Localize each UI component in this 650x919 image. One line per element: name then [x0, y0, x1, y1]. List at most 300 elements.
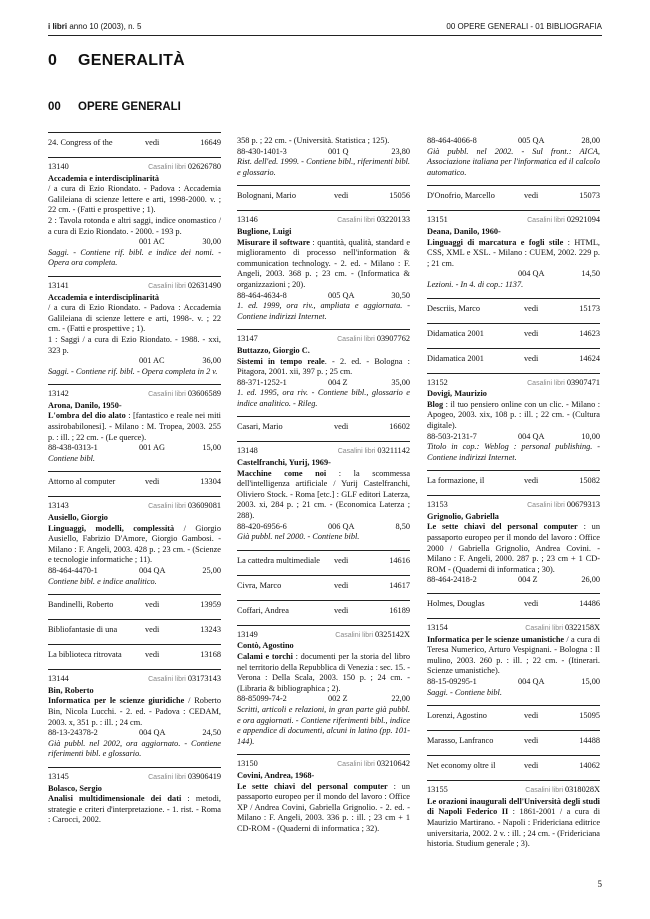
cross-reference [237, 600, 410, 625]
xref-vedi: vedi [334, 580, 349, 590]
xref-name: Attorno al computer [48, 477, 116, 487]
entry-author: Accademia e interdisciplinarità [48, 292, 160, 302]
cross-reference [427, 705, 600, 730]
entry-description [427, 635, 600, 677]
entry-author: Contò, Agostino [237, 641, 294, 651]
entry-number: 13140 [48, 162, 69, 171]
cross-reference [237, 185, 410, 210]
casalini-label: Casalini libri [527, 217, 565, 225]
cross-reference [48, 619, 221, 644]
casalini-id [148, 772, 221, 784]
isbn-line [48, 566, 221, 577]
xref-vedi: vedi [524, 599, 539, 609]
cross-reference [237, 416, 410, 441]
catalog-entry [427, 373, 600, 471]
casalini-code: 02626780 [187, 162, 221, 171]
entry-id-line [48, 162, 221, 174]
casalini-id [148, 281, 221, 293]
entry-details: : HTML, CSS, XML e XSL. - Milano : CUEM, 2002. 229 p. ; 21 cm. [427, 237, 600, 268]
casalini-code: 03173143 [187, 674, 221, 684]
entry-author: Buttazzo, Giorgio C. [237, 345, 310, 355]
xref-number: 13168 [200, 650, 221, 660]
xref-vedi: vedi [524, 328, 539, 338]
xref-name: Net economy oltre il [427, 761, 496, 771]
price: 30,50 [391, 290, 410, 300]
entry-description [48, 794, 221, 826]
entry-details: / Giorgio Ausiello, Fabrizio D'Amore, Giorgio Gambosi. - Milano : F. Angeli, 2003. 428 p. ; 23 cm. - (Scienze e tecnologie informatiche ; 11). [48, 523, 221, 565]
cross-reference [427, 593, 600, 618]
column-3 [427, 132, 600, 857]
casalini-label: Casalini libri [148, 282, 186, 290]
entry-author: Deana, Danilo, 1960- [427, 226, 501, 236]
isbn-line [237, 147, 410, 158]
entry-number: 13155 [427, 785, 448, 795]
casalini-id [525, 785, 600, 797]
catalog-entry [237, 625, 410, 755]
cross-reference [237, 575, 410, 600]
classification: 002 Z [328, 694, 348, 704]
entry-id-line [427, 623, 600, 635]
xref-vedi: vedi [334, 605, 349, 615]
xref-number: 15173 [579, 303, 600, 313]
isbn [427, 269, 518, 280]
isbn: 88-464-4470-1 [48, 566, 98, 575]
xref-vedi: vedi [145, 600, 160, 610]
page-number: 5 [597, 879, 602, 889]
casalini-code: 03220133 [376, 215, 410, 225]
casalini-id [335, 630, 410, 642]
entry-author: Covini, Andrea, 1968- [237, 770, 315, 780]
catalog-entry [48, 384, 221, 471]
entry-title: Le orazioni inaugurali dell'Università degli studi di Napoli Federico II [427, 796, 600, 817]
catalog-entry [237, 754, 410, 841]
classification: 006 QA [328, 521, 355, 531]
casalini-label: Casalini libri [525, 787, 564, 795]
catalog-entry [427, 495, 600, 593]
entry-details: : 1861-2001 / a cura di Maurizio Martirano. - Napoli : Fridericiana editrice universitaria, 2002. 2 v. : ill. ; 24 cm. - (Fridericiana historia. Studium generale ; 3). [427, 807, 601, 849]
xref-number: 14488 [579, 736, 600, 746]
xref-number: 15082 [579, 476, 600, 486]
entry-author: Grignolio, Gabriella [427, 511, 499, 521]
classification: 004 Z [328, 377, 348, 387]
entry-title: Misurare il software [237, 237, 310, 247]
price: 24,50 [202, 728, 221, 738]
entry-description [237, 782, 410, 835]
entry-title: Informatica per le scienze umanistiche [427, 634, 565, 644]
xref-number: 15073 [579, 191, 600, 201]
xref-name: Marasso, Lanfranco [427, 736, 494, 746]
cross-reference [427, 755, 600, 780]
journal-issue: anno 10 (2003), n. 5 [69, 22, 142, 31]
xref-vedi: vedi [145, 650, 160, 660]
entry-description [48, 411, 221, 443]
isbn: 88-503-2131-7 [427, 431, 477, 441]
entry-id-line [48, 772, 221, 784]
isbn-line [48, 356, 221, 367]
casalini-id [337, 334, 410, 346]
xref-vedi: vedi [334, 555, 349, 565]
entry-title: Blog [427, 399, 444, 409]
entry-title: Informatica per le scienze giuridiche [48, 696, 185, 706]
entry-note: 1. ed. 1995, ora riv. - Contiene bibl., glossario e indice analitico. - Rileg. [237, 388, 410, 408]
entry-note: Già pubbl. nel 2000. - Contiene bibl. [237, 532, 360, 542]
xref-vedi: vedi [334, 191, 349, 201]
casalini-id [148, 501, 221, 513]
entry-author: Ausiello, Giorgio [48, 513, 108, 523]
entry-title: Le sette chiavi del personal computer [237, 781, 388, 791]
cross-reference [427, 470, 600, 495]
entry-description [48, 303, 221, 335]
casalini-id [338, 446, 410, 458]
entry-id-line [237, 334, 410, 346]
casalini-label: Casalini libri [337, 217, 375, 225]
xref-name: La cattedra multimediale [237, 555, 320, 565]
xref-name: Descriis, Marco [427, 303, 480, 313]
header-rule [48, 35, 602, 36]
section-title [48, 52, 185, 70]
classification: 001 AC [139, 237, 165, 247]
entry-details: . - 2. ed. - Bologna : Pitagora, 2001. xii, 397 p. ; 25 cm. [237, 356, 410, 377]
entry-title: Calami e torchi [237, 652, 293, 661]
column-2 [237, 132, 410, 842]
entry-continuation [237, 132, 410, 185]
entry-number: 13150 [237, 759, 258, 769]
casalini-code: 02631490 [187, 280, 221, 290]
classification: 004 QA [139, 566, 166, 575]
casalini-code: 03606589 [187, 389, 221, 399]
price: 26,00 [581, 575, 600, 585]
subsection-label: OPERE GENERALI [78, 101, 181, 113]
isbn: 88-464-2418-2 [427, 575, 477, 585]
xref-name: D'Onofrio, Marcello [427, 191, 495, 201]
entry-description [237, 238, 410, 291]
entry-number: 13153 [427, 500, 448, 510]
cross-reference [427, 298, 600, 323]
classification: 001 Q [328, 146, 349, 156]
entry-volume: 1 : Saggi / a cura di Ezio Riondato. - 1988. - xxi, 323 p. [48, 334, 221, 355]
section-label: GENERALITÀ [78, 52, 185, 69]
price: 15,00 [202, 443, 221, 453]
entry-id-line [237, 215, 410, 227]
running-header-right: 00 OPERE GENERALI - 01 BIBLIOGRAFIA [446, 22, 602, 31]
entry-author: Arona, Danilo, 1950- [48, 400, 122, 410]
entry-author: Bin, Roberto [48, 685, 94, 695]
xref-vedi: vedi [145, 138, 160, 147]
entry-id-line [427, 378, 600, 390]
casalini-code: 03211142 [377, 446, 410, 456]
casalini-code: 03907762 [376, 334, 410, 344]
casalini-code: 03210642 [376, 759, 410, 769]
entry-author: Bolasco, Sergio [48, 783, 102, 793]
isbn: 88-371-1252-1 [237, 377, 287, 387]
subsection-title [48, 101, 181, 113]
entry-details: 358 p. ; 22 cm. - (Università. Statistica ; 125). [237, 136, 390, 145]
entry-title: L'ombra del dio alato [48, 411, 126, 421]
classification: 005 QA [518, 136, 545, 145]
entry-details: : quantità, qualità, standard e miglioramento di processo nell'information & communication technology. - 2. ed. - Milano : F. Angeli, 2003. 368 p. ; 23 cm. - (Informatica & organizzazioni ; 20). [237, 237, 411, 289]
isbn: 88-85099-74-2 [237, 694, 287, 704]
entry-details: : un passaporto europeo per il mondo del lavoro : Office 2000 / Gabriella Grignolio, Andrea Covini. - Milano : F. Angeli, 2000. 287 p. ; 23 cm + 1 CD-ROM - (Quaderni di informatica ; 30). [427, 522, 600, 574]
casalini-id [148, 162, 221, 174]
entry-id-line [237, 446, 410, 458]
price: 25,00 [202, 566, 221, 575]
xref-number: 15095 [579, 711, 600, 721]
isbn-line [237, 291, 410, 302]
xref-number: 15056 [389, 191, 410, 201]
xref-name: Bandinelli, Roberto [48, 600, 114, 610]
entry-details: : metodi, strategie e criteri d'interpretazione. - 1. rist. - Roma : Carocci, 2002. [48, 794, 221, 825]
entry-number: 13146 [237, 215, 258, 225]
entry-number: 13142 [48, 389, 69, 399]
classification: 004 Z [518, 575, 538, 585]
entry-id-line [48, 674, 221, 686]
entry-author: Dovigi, Maurizio [427, 389, 487, 399]
xref-vedi: vedi [145, 477, 160, 487]
price: 10,00 [581, 431, 600, 441]
isbn: 88-464-4634-8 [237, 290, 287, 300]
xref-name: Didamatica 2001 [427, 353, 484, 363]
entry-description [48, 696, 221, 728]
entry-title: Macchine come noi [237, 468, 327, 478]
xref-number: 13243 [200, 625, 221, 635]
classification: 004 QA [518, 269, 545, 279]
xref-name: Coffari, Andrea [237, 605, 289, 615]
xref-vedi: vedi [334, 422, 349, 432]
entry-description [427, 522, 600, 575]
xref-name: La formazione, il [427, 476, 485, 486]
casalini-id [527, 378, 600, 390]
classification: 004 QA [139, 728, 166, 738]
entry-description [237, 136, 410, 147]
entry-details: : un passaporto europeo per il mondo del lavoro : Office XP / Andrea Covini, Gabriella Grignolio. - 2. ed. - Milano : F. Angeli, 2003. 336 p. : ill. ; 23 cm + 1 CD-ROM - (Quaderni di informatica ; 32). [237, 781, 410, 833]
isbn-line [427, 575, 600, 586]
entry-number: 13145 [48, 771, 69, 781]
entry-number: 13154 [427, 623, 448, 633]
isbn [48, 237, 139, 248]
catalog-entry [427, 780, 600, 857]
classification: 005 QA [328, 290, 355, 300]
xref-number: 14062 [579, 761, 600, 771]
xref-number: 14616 [389, 555, 410, 565]
xref-name: Casari, Mario [237, 422, 283, 432]
isbn: 88-420-6956-6 [237, 521, 287, 531]
isbn-line [48, 237, 221, 248]
journal-name: i libri [48, 22, 68, 31]
entry-title: Sistemi in tempo reale [237, 356, 325, 366]
entry-title: Analisi multidimensionale dei dati [48, 794, 182, 804]
price: 23,80 [391, 146, 410, 156]
xref-number: 13304 [200, 477, 221, 487]
xref-vedi: vedi [524, 476, 539, 486]
price: 15,00 [581, 677, 600, 686]
classification: 001 AG [139, 443, 166, 453]
entry-author: Buglione, Luigi [237, 226, 292, 236]
price: 22,00 [391, 694, 410, 704]
price: 14,50 [581, 269, 600, 279]
entry-description [48, 184, 221, 216]
xref-number: 16189 [389, 605, 410, 615]
entry-note: Titolo in cop.: Weblog : personal publishing. - Contiene indirizzi Internet. [427, 442, 600, 462]
classification: 004 QA [518, 677, 545, 686]
entry-description [237, 652, 410, 694]
entry-id-line [48, 389, 221, 401]
xref-number: 14623 [579, 328, 600, 338]
casalini-label: Casalini libri [148, 391, 186, 399]
casalini-label: Casalini libri [337, 448, 376, 456]
casalini-label: Casalini libri [525, 625, 564, 633]
entry-author: Accademia e interdisciplinarità [48, 173, 160, 183]
isbn: 88-15-09295-1 [427, 677, 477, 686]
entry-volume: 2 : Tavola rotonda e altri saggi, indice onomastico / a cura di Ezio Riondato. - 2000. - 193 p. [48, 215, 221, 236]
entry-note: Saggi. - Contiene bibl. [427, 687, 502, 697]
isbn: 88-464-4066-8 [427, 136, 477, 145]
isbn-line [427, 432, 600, 443]
xref-vedi: vedi [524, 191, 539, 201]
casalini-id [527, 215, 600, 227]
isbn-line [237, 522, 410, 533]
entry-note: Scritti, articoli e relazioni, in gran parte già pubbl. e ora aggiornati. - Contiene riferimenti bibl., indice e appendice di documenti, alcuni in latino (pp. 101-144). [237, 704, 410, 746]
casalini-id [337, 215, 410, 227]
xref-vedi: vedi [524, 761, 539, 771]
casalini-label: Casalini libri [148, 676, 186, 684]
xref-name: 24. Congress of the [48, 138, 113, 147]
xref-number: 16649 [200, 138, 221, 147]
entry-number: 13152 [427, 377, 448, 387]
casalini-id [148, 389, 221, 401]
isbn-line [48, 728, 221, 739]
xref-vedi: vedi [524, 711, 539, 721]
entry-note: Contiene bibl. e indice analitico. [48, 576, 157, 586]
casalini-label: Casalini libri [337, 336, 375, 344]
entry-title: Le sette chiavi del personal computer [427, 522, 578, 532]
cross-reference [427, 185, 600, 210]
casalini-code: 02921094 [566, 215, 600, 225]
catalog-entry [48, 157, 221, 276]
xref-name: Lorenzi, Agostino [427, 711, 487, 721]
catalog-entry [48, 669, 221, 767]
entry-continuation [427, 132, 600, 185]
casalini-code: 0325142X [374, 629, 410, 639]
entry-number: 13149 [237, 629, 258, 639]
casalini-label: Casalini libri [148, 773, 186, 781]
casalini-code: 00679313 [566, 500, 600, 510]
entry-id-line [427, 215, 600, 227]
entry-note: 1. ed. 1999, ora riv., ampliata e aggiornata. - Contiene indirizzi Internet. [237, 301, 410, 321]
entry-details: / a cura di Ezio Riondato. - Padova : Accademia Galileiana di scienze lettere e arti, 1998-2000. v. ; 22 cm. - (Fatti e prospettive ; 1). [48, 184, 221, 215]
xref-name: Bolognani, Mario [237, 191, 296, 201]
xref-name: Civra, Marco [237, 580, 282, 590]
entry-description [427, 400, 600, 432]
casalini-code: 03906419 [187, 771, 221, 781]
catalog-entry [48, 767, 221, 833]
entry-description [237, 357, 410, 378]
isbn [48, 356, 139, 367]
entry-description [427, 238, 600, 270]
classification: 001 AC [139, 356, 165, 366]
isbn-line [237, 378, 410, 389]
casalini-label: Casalini libri [527, 502, 565, 510]
casalini-code: 0318028X [564, 785, 600, 795]
catalog-entry [427, 210, 600, 297]
isbn-line [48, 443, 221, 454]
xref-vedi: vedi [524, 353, 539, 363]
xref-number: 16602 [389, 422, 410, 432]
entry-title: Linguaggi di marcatura e fogli stile [427, 237, 564, 247]
casalini-id [148, 674, 221, 686]
xref-name: La biblioteca ritrovata [48, 650, 122, 660]
isbn: 88-430-1401-3 [237, 146, 287, 156]
entry-details: : il tuo pensiero online con un clic. - Milano : Apogeo, 2003. xix, 108 p. : ill. ; 22 cm. - (Cultura digitale). [427, 399, 600, 430]
catalog-entry [48, 496, 221, 594]
casalini-label: Casalini libri [148, 503, 186, 511]
isbn-line [237, 694, 410, 705]
cross-reference [427, 730, 600, 755]
xref-name: Bibliofantasie di una [48, 625, 118, 635]
entry-number: 13144 [48, 674, 69, 684]
classification: 004 QA [518, 431, 545, 441]
price: 28,00 [581, 136, 600, 145]
cross-reference [237, 550, 410, 575]
xref-number: 14486 [579, 599, 600, 609]
cross-reference [427, 348, 600, 373]
catalog-entry [48, 276, 221, 384]
entry-details: / a cura di Teresa Numerico, Arturo Vespignani. - Bologna : Il mulino, 2003. 260 p. : ill. ; 22 cm. - (Itinerari. Scienze umanistiche). [427, 634, 600, 676]
casalini-id [525, 623, 600, 635]
price: 36,00 [202, 356, 221, 366]
entry-number: 13147 [237, 334, 258, 344]
entry-details: : [fantastico e reale nei miti assirobabilonesi]. - Milano : M. Tropea, 2003. 255 p. : ill. ; 22 cm. - (Le querce). [48, 411, 221, 442]
xref-name: Didamatica 2001 [427, 328, 484, 338]
catalog-entry [427, 618, 600, 705]
xref-vedi: vedi [524, 303, 539, 313]
entry-note: Rist. dell'ed. 1999. - Contiene bibl., riferimenti bibl. e glossario. [237, 157, 410, 177]
isbn-line [427, 136, 600, 147]
section-number: 0 [48, 52, 58, 69]
subsection-number: 00 [48, 101, 61, 113]
entry-details: : documenti per la storia del libro nel territorio della Repubblica di Venezia : sec. 15. - Verona : Della Scala, 2003. 150 p. ; 24 cm. - (Libraria & bibliographica ; 2). [237, 652, 411, 693]
entry-description [237, 469, 410, 522]
entry-number: 13143 [48, 501, 69, 511]
isbn-line [427, 677, 600, 688]
catalog-entry [237, 441, 410, 549]
casalini-label: Casalini libri [337, 761, 375, 769]
casalini-code: 03907471 [566, 377, 600, 387]
entry-id-line [48, 281, 221, 293]
entry-id-line [237, 630, 410, 642]
xref-number: 13959 [200, 600, 221, 610]
entry-note: Saggi. - Contiene rif. bibl. e indice dei nomi. - Opera ora completa. [48, 247, 221, 268]
casalini-label: Casalini libri [148, 164, 186, 171]
cross-reference [427, 323, 600, 348]
entry-number: 13151 [427, 215, 448, 225]
casalini-label: Casalini libri [527, 379, 565, 387]
xref-vedi: vedi [524, 736, 539, 746]
entry-description [48, 524, 221, 566]
column-1 [48, 132, 221, 833]
entry-id-line [237, 759, 410, 771]
cross-reference [48, 132, 221, 157]
entry-author: Castelfranchi, Yurij, 1969- [237, 458, 331, 468]
xref-name: Holmes, Douglas [427, 599, 485, 609]
entry-note: Contiene bibl. [48, 453, 96, 463]
casalini-code: 0322158X [564, 623, 600, 633]
casalini-id [337, 759, 410, 771]
entry-description [427, 797, 600, 850]
entry-details: / Roberto Bin, Nicola Lucchi. - 2. ed. - Padova : CEDAM, 2003. x, 351 p. : ill. ; 24 cm. [48, 696, 222, 727]
catalog-entry [237, 329, 410, 416]
isbn: 88-13-24378-2 [48, 728, 98, 738]
cross-reference [48, 644, 221, 669]
